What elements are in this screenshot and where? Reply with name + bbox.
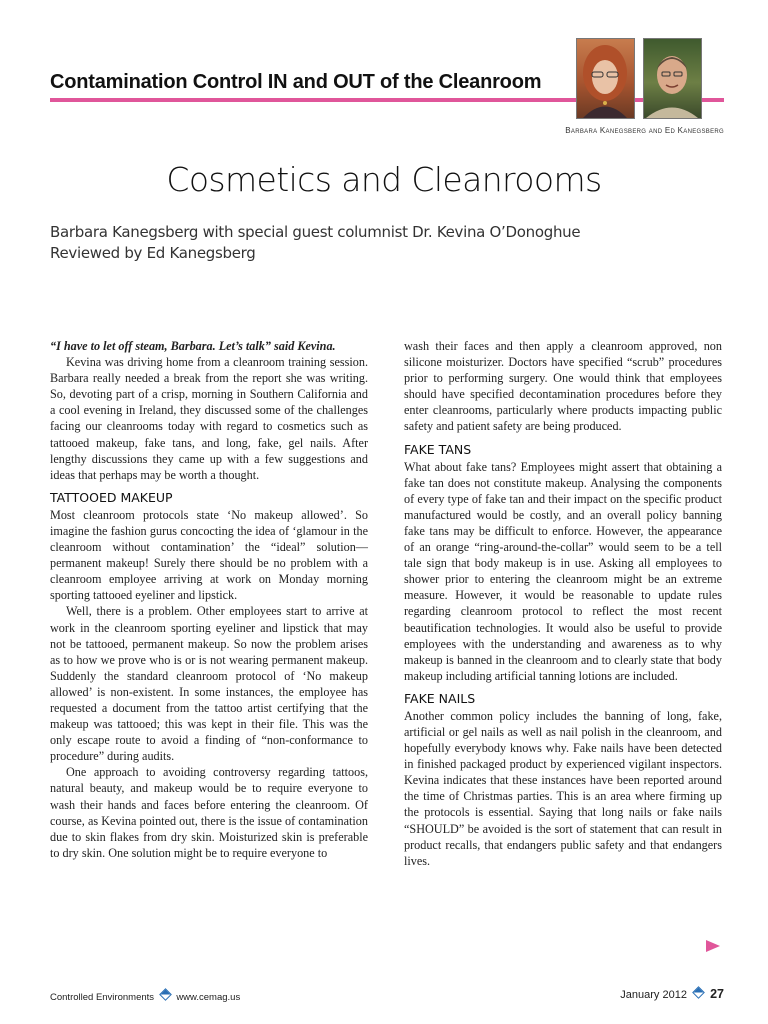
body-paragraph-continued: wash their faces and then apply a cleanroom approved, non silicone moisturizer. Doctors have specified “scrub” procedures prior to performing surgery. One would think that employees should have specified decontamination procedures before they enter cleanrooms, particularly where products impacting public safety and patient safety are being produced. — [404, 339, 722, 434]
intro-paragraph: Kevina was driving home from a cleanroom training session. Barbara really needed a break from the report she was writing. So, devoting part of a crisp, morning in Southern California and a cool evening in Ireland, they discussed some of the challenges facing our cleanrooms today with regard to cosmetics such as tattooed makeup, fake tans, and long, fake, gel nails. After lengthy discussions they came up with a few suggestions and ideas that perhaps may be worth a thought. — [50, 355, 368, 482]
subtitle-reviewer: Reviewed by Ed Kanegsberg — [50, 244, 256, 262]
body-paragraph: Well, there is a problem. Other employees start to arrive at work in the cleanroom sporting eyeliner and lipstick that may not be tattooed, permanent makeup. So now the problem arises as to how we prove who is or is not wearing permanent makeup. Suddenly the standard cleanroom protocol of ‘No makeup allowed’ is non-existent. In some instances, the employee has requested a document from the tattoo artist certifying that the makeup was tattooed; this was kept in their file. This was the only escape route to avoid a finding of “non-conformance to procedure” during audits. — [50, 604, 368, 764]
issue-date: January 2012 — [620, 989, 687, 1001]
section-heading-fake-nails: FAKE NAILS — [404, 690, 476, 706]
page-number: 27 — [710, 987, 724, 1001]
text-column-right — [404, 338, 722, 869]
column-header: Contamination Control IN and OUT of the Cleanroom — [50, 71, 542, 93]
body-paragraph: Most cleanroom protocols state ‘No makeup allowed’. So imagine the fashion gurus concocting the idea of ‘glamour in the cleanroom without contamination’ the “ideal” solution—permanent makeup! Surely there should be no problem with a cleanroom employee arriving at work on Monday morning sporting tattooed eyeliner and lipstick. — [50, 507, 368, 603]
article-subtitle — [50, 222, 580, 264]
portrait-woman-icon — [577, 39, 634, 118]
diamond-icon — [159, 988, 172, 1001]
section-heading-tattooed-makeup: TATTOOED MAKEUP — [50, 489, 173, 505]
continued-arrow-icon — [706, 940, 720, 952]
body-paragraph: What about fake tans? Employees might assert that obtaining a fake tan does not constitute makeup. Analysing the components of every type of fake tan and their impact on the specific product manufactured would be costly, and an overall policy banning fake tans may be difficult to enforce. However, the appearance of an orange “ring-around-the-collar” would seem to be a tell tale sign that body makeup is in use. Asking all employees to shower prior to entering the cleanroom might be an extreme measure. However, it would be reasonable to update rules regarding cleanroom protocol to reflect the most recent beautification technologies. It would also be useful to provide employees with the understanding and awareness as to why makeup is banned in the cleanroom and to clearly state that body makeup including artificial tanning lotions are included. — [404, 459, 722, 683]
body-paragraph: One approach to avoiding controversy regarding tattoos, natural beauty, and makeup would be to require everyone to wash their hands and faces before entering the cleanroom. Of course, as Kevina pointed out, there is the issue of contamination due to skin flakes from dry skin. Moisturized skin is preferable to dry skin. One solution might be to require everyone to — [50, 765, 368, 860]
text-column-left — [50, 338, 368, 861]
footer-issue — [620, 987, 724, 1001]
authors-byline: Barbara Kanegsberg and Ed Kanegsberg — [565, 126, 724, 135]
author-photo-ed — [643, 38, 702, 119]
body-paragraph: Another common policy includes the banning of long, fake, artificial or gel nails as well as nail polish in the cleanroom, and hopefully everybody knows why. Fake nails have been detected in finished packaged product by experienced vigilant inspectors. Kevina indicates that these instances have been reported around the time of Christmas parties. This is an area where firming up the protocols is essential. Saying that long nails or fake nails “SHOULD” be avoided is the sort of statement that can result in product recalls, that endangers public safety and that endangers lives. — [404, 708, 722, 868]
section-heading-fake-tans: FAKE TANS — [404, 441, 472, 457]
diamond-icon — [692, 986, 705, 999]
lead-quote: “I have to let off steam, Barbara. Let’s talk” said Kevina. — [50, 339, 336, 353]
author-photo-barbara — [576, 38, 635, 119]
publication-name: Controlled Environments — [50, 992, 155, 1003]
article-title: Cosmetics and Cleanrooms — [166, 160, 602, 199]
publication-website[interactable]: www.cemag.us — [176, 992, 241, 1003]
subtitle-authors: Barbara Kanegsberg with special guest columnist Dr. Kevina O’Donoghue — [50, 223, 581, 241]
portrait-man-icon — [644, 39, 701, 118]
footer-publication — [50, 990, 240, 1003]
